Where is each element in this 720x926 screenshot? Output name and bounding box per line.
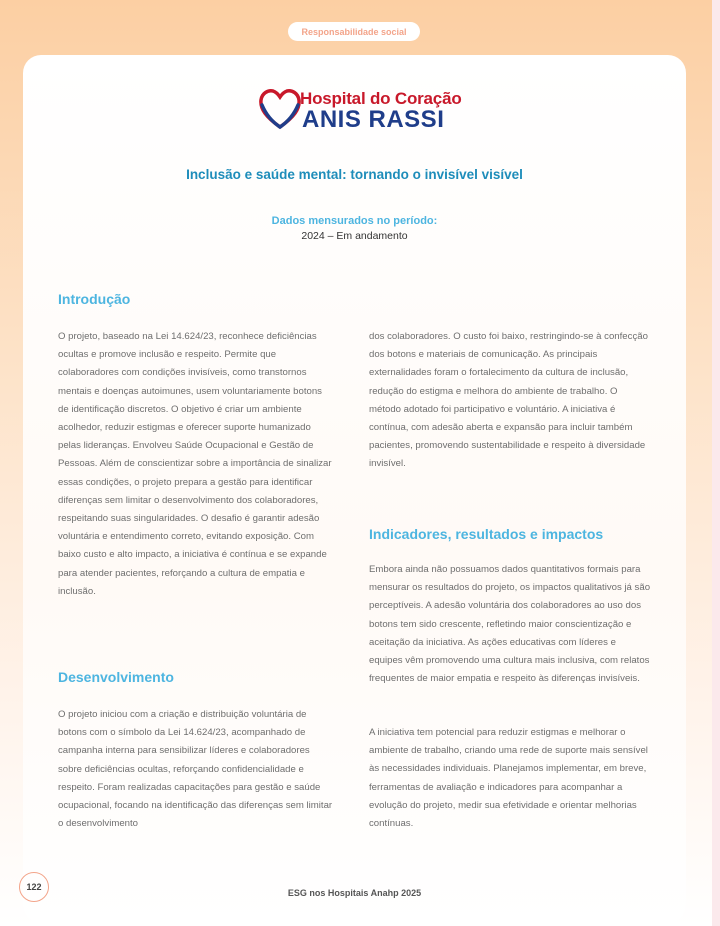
logo-text-line2: ANIS RASSI xyxy=(302,106,445,133)
paragraph-indicadores-2: A iniciativa tem potencial para reduzir estigmas e melhorar o ambiente de trabalho, criando uma rede de suporte mais sensível às necessidades individuais. Planejamos implementar, em breve, ferramentas de avaliação e indicadores para acompanhar a evolução do projeto, medir sua efetividade e orientar melhorias contínuas. xyxy=(369,727,648,830)
period-value: 2024 – Em andamento xyxy=(301,230,408,242)
paragraph-desenvolvimento: O projeto iniciou com a criação e distribuição voluntária de botons com o símbolo da Lei 14.624/23, acompanhado de campanha interna para sensibilizar líderes e colaboradores sobre deficiências ocultas, reforçando confidencialidade e respeito. Foram realizadas capacitações para gestão e saúde ocupacional, focando na identificação das diferenças sem limitar o desenvolvimento xyxy=(58,709,333,830)
paragraph-continuacao: dos colaboradores. O custo foi baixo, restringindo-se à confecção dos botons e materiais de comunicação. As principais externalidades foram o fortalecimento da cultura de inclusão, redução do estigma e melhora do ambiente de trabalho. O método adotado foi participativo e voluntário. A iniciativa é contínua, com adesão aberta e expansão para incluir também pacientes, promovendo sustentabilidade e respeito à diversidade invisível. xyxy=(369,331,648,470)
period-label: Dados mensurados no período: xyxy=(271,215,438,227)
paragraph-indicadores-1: Embora ainda não possuamos dados quantitativos formais para mensurar os resultados do projeto, os impactos qualitativos já são perceptíveis. A adesão voluntária dos colaboradores ao uso dos botons tem sido crescente, refletindo maior conscientização e aceitação da iniciativa. As ações educativas com líderes e equipes vêm promovendo uma cultura mais inclusiva, com relatos frequentes de maior empatia e respeito às diferenças invisíveis. xyxy=(369,564,651,685)
section-label-pill: Responsabilidade social xyxy=(288,22,420,41)
heading-desenvolvimento: Desenvolvimento xyxy=(58,669,174,685)
heading-introducao: Introdução xyxy=(58,291,131,307)
logo-text-line1: Hospital do Coração xyxy=(300,89,462,108)
heading-indicadores: Indicadores, resultados e impactos xyxy=(369,526,604,542)
page-title: Inclusão e saúde mental: tornando o invisível visível xyxy=(186,167,523,182)
paragraph-introducao: O projeto, baseado na Lei 14.624/23, reconhece deficiências ocultas e promove inclusão e respeito. Permite que colaboradores com condições invisíveis, como transtornos mentais e doenças autoimunes, usem voluntariamente botons de identificação discretos. O objetivo é criar um ambiente acolhedor, reduzir estigmas e oferecer suporte humanizado pelas lideranças. Envolveu Saúde Ocupacional e Gestão de Pessoas. Além de conscientizar sobre a importância de sinalizar essas condições, o projeto prepara a gestão para identificar diferenças sem limitar o desenvolvimento dos colaboradores, respeitando suas singularidades. O desafio é garantir adesão voluntária e entendimento correto, evitando exposição. Com baixo custo e alto impacto, a iniciativa é contínua e se expande para atender pacientes, reforçando a cultura de empatia e inclusão. xyxy=(58,331,332,597)
hospital-logo xyxy=(258,87,462,133)
heart-logo-icon xyxy=(258,87,302,131)
footer-publication: ESG nos Hospitais Anahp 2025 xyxy=(287,888,422,898)
page-number-badge: 122 xyxy=(19,872,49,902)
